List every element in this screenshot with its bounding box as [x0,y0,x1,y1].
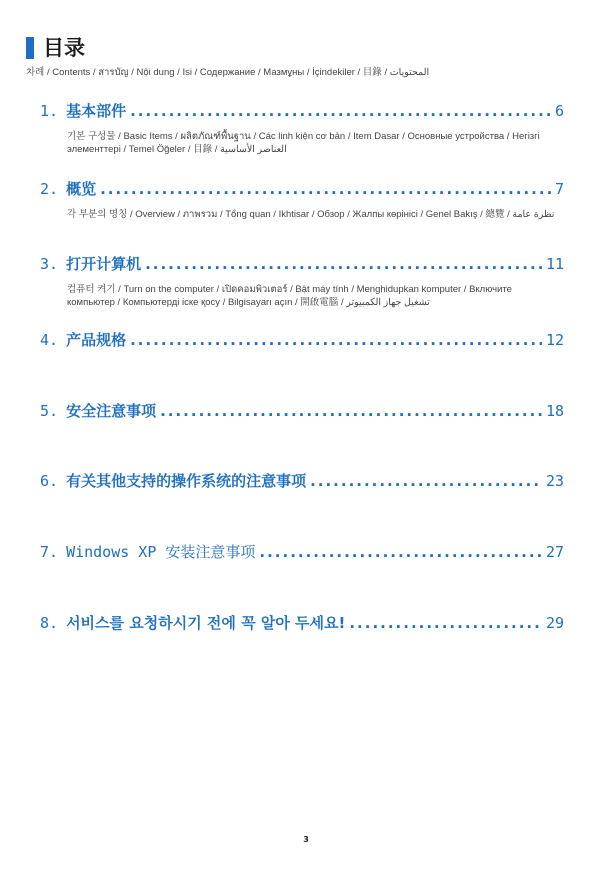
toc-line[interactable] [40,612,564,633]
toc-title[interactable]: 打开计算机 [66,255,142,273]
toc-leader-dots [130,331,542,349]
toc-page-number[interactable]: 23 [545,472,564,490]
toc-leader-dots [310,472,542,490]
toc-entry-5[interactable] [40,400,564,421]
page-number: 3 [303,835,309,844]
toc-entry-4[interactable] [40,329,564,350]
title-accent-bar [26,37,34,59]
toc-line[interactable] [40,178,564,199]
page-subtitle: 차례 / Contents / สารบัญ / Nội dung / Isi / Содержание / Мазмұны / İçindekiler / 目錄 / المحتويات [26,67,430,78]
toc-leader-dots [349,614,542,632]
toc-leader-dots [160,402,542,420]
toc-header [26,35,586,80]
toc-description: 컴퓨터 켜기 / Turn on the computer / เปิดคอมพิวเตอร์ / Bật máy tính / Menghidupkan komputer / Включите компьютер / Компьютерді іске қосу / Bilgisayarı açın / 開啟電腦 / تشغيل جهاز الكمبيوتر [67,284,512,308]
toc-number: 7. [40,543,59,561]
toc-number: 1. [40,102,59,120]
toc-title[interactable]: 概览 [66,180,97,198]
toc-number: 2. [40,180,59,198]
toc-page-number[interactable]: 11 [545,255,564,273]
toc-page-number[interactable]: 7 [554,180,564,198]
toc-leader-dots [259,543,542,561]
toc-page-number[interactable]: 18 [545,402,564,420]
toc-page-number[interactable]: 29 [545,614,564,632]
toc-page-number[interactable]: 12 [545,331,564,349]
title-row [26,35,586,61]
toc-title[interactable]: 安全注意事项 [66,402,157,420]
toc-title[interactable]: Windows XP 安装注意事项 [66,543,256,561]
toc-entry-8[interactable] [40,612,564,633]
toc-title[interactable]: 产品规格 [66,331,127,349]
toc-leader-dots [145,255,542,273]
toc-line[interactable] [40,253,564,274]
toc-entry-3[interactable] [40,253,564,309]
toc-entry-6[interactable] [40,470,564,491]
toc-line[interactable] [40,400,564,421]
toc-line[interactable] [40,541,564,562]
toc-leader-dots [130,102,551,120]
toc-number: 4. [40,331,59,349]
toc-description: 기본 구성물 / Basic Items / ผลิตภัณฑ์พื้นฐาน / Các linh kiện cơ bản / Item Dasar / Основные устройства / Негізгі элементтері / Temel Öğeler / 目錄 / العناصر الأساسية [67,131,540,155]
toc-title[interactable]: 有关其他支持的操作系统的注意事项 [66,472,307,490]
toc-title[interactable]: 서비스를 요청하시기 전에 꼭 알아 두세요! [66,614,346,632]
toc-entry-7[interactable] [40,541,564,562]
toc-title[interactable]: 基本部件 [66,102,127,120]
toc-line[interactable] [40,470,564,491]
toc-entry-2[interactable] [40,178,564,221]
toc-number: 8. [40,614,59,632]
toc-number: 3. [40,255,59,273]
toc-page-number[interactable]: 6 [554,102,564,120]
toc-line[interactable] [40,100,564,121]
toc-number: 6. [40,472,59,490]
toc-leader-dots [100,180,551,198]
toc-line[interactable] [40,329,564,350]
toc-description: 각 부분의 명칭 / Overview / ภาพรวม / Tổng quan / Ikhtisar / Обзор / Жалпы көрінісі / Genel Bakış / 總覽 / نظرة عامة [67,209,555,220]
page-title: 目录 [43,36,85,60]
toc-number: 5. [40,402,59,420]
toc-page-number[interactable]: 27 [545,543,564,561]
toc-entry-1[interactable] [40,100,564,156]
